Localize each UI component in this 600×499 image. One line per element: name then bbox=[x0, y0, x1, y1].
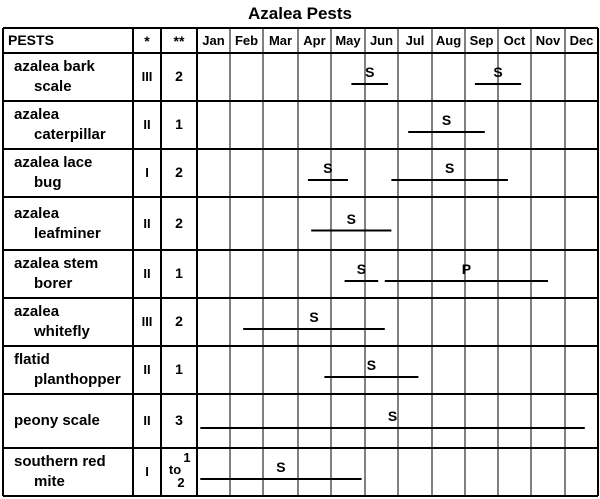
pest-name-line2: bug bbox=[34, 174, 62, 191]
header-generations: ** bbox=[173, 33, 185, 49]
pest-name-line1: azalea lace bbox=[14, 154, 93, 171]
month-header-jun: Jun bbox=[369, 33, 394, 48]
pest-name-line1: southern red bbox=[14, 453, 106, 470]
pest-name-line2: leafminer bbox=[34, 224, 101, 242]
generations-top: 1 bbox=[183, 450, 191, 465]
generations: 2 bbox=[175, 68, 183, 84]
activity-mark-s: S bbox=[309, 309, 319, 325]
activity-mark-s: S bbox=[276, 459, 286, 475]
pest-name: peony scale bbox=[14, 412, 100, 429]
generations: 1 bbox=[175, 361, 183, 377]
pest-name-line1: azalea bbox=[14, 303, 60, 320]
activity-mark-s: S bbox=[441, 112, 452, 128]
pest-class: II bbox=[143, 117, 151, 132]
pest-name-line1: azalea bark bbox=[14, 58, 95, 75]
activity-mark-s: S bbox=[493, 64, 503, 80]
month-header-dec: Dec bbox=[569, 33, 594, 48]
pest-name-line2: borer bbox=[34, 275, 73, 292]
generations: 2 bbox=[175, 164, 183, 180]
activity-mark-s: S bbox=[346, 210, 356, 227]
pest-class: II bbox=[143, 413, 151, 428]
month-header-feb: Feb bbox=[234, 33, 259, 48]
month-header-oct: Oct bbox=[503, 33, 526, 48]
pest-name-line1: azalea bbox=[14, 106, 60, 123]
month-header-jan: Jan bbox=[202, 33, 225, 48]
generations: 1 bbox=[175, 265, 183, 281]
pest-name-line2: scale bbox=[34, 78, 72, 95]
pest-class: II bbox=[143, 362, 151, 377]
pest-class: III bbox=[141, 69, 153, 84]
pest-name-line2: planthopper bbox=[34, 371, 121, 388]
generations: 1 bbox=[175, 116, 183, 132]
month-header-may: May bbox=[335, 33, 361, 48]
month-header-jul: Jul bbox=[405, 33, 425, 48]
generations: 3 bbox=[175, 412, 183, 428]
generations-mid: to bbox=[168, 462, 182, 477]
month-header-apr: Apr bbox=[303, 33, 326, 48]
header-class: * bbox=[144, 33, 150, 49]
activity-mark-s: S bbox=[387, 408, 398, 424]
pest-name-line1: flatid bbox=[14, 351, 50, 368]
month-header-nov: Nov bbox=[535, 33, 561, 48]
pest-class: II bbox=[143, 266, 151, 281]
chart-title: Azalea Pests bbox=[248, 4, 352, 23]
pest-name-line2: caterpillar bbox=[34, 126, 106, 143]
activity-mark-s: S bbox=[365, 64, 375, 80]
generations-bottom: 2 bbox=[177, 475, 185, 490]
pest-class: I bbox=[145, 464, 149, 479]
generations: 2 bbox=[175, 313, 183, 329]
activity-mark-s: S bbox=[323, 160, 333, 176]
pest-name-line2: whitefly bbox=[34, 323, 90, 340]
activity-mark-s: S bbox=[356, 261, 367, 277]
generations: 2 bbox=[175, 214, 183, 231]
pest-class: II bbox=[143, 215, 151, 231]
pest-name-line1: azalea stem bbox=[14, 255, 99, 272]
activity-mark-s: S bbox=[366, 357, 377, 373]
header-pests: PESTS bbox=[8, 32, 54, 48]
activity-mark-p: P bbox=[461, 261, 472, 277]
month-header-mar: Mar bbox=[268, 33, 293, 48]
pest-class: I bbox=[145, 165, 149, 180]
month-header-aug: Aug bbox=[435, 33, 462, 48]
pest-class: III bbox=[141, 314, 153, 329]
month-header-sep: Sep bbox=[469, 33, 494, 48]
pest-name-line2: mite bbox=[34, 473, 65, 490]
activity-mark-s: S bbox=[444, 160, 455, 176]
pest-name-line1: azalea bbox=[14, 204, 60, 222]
